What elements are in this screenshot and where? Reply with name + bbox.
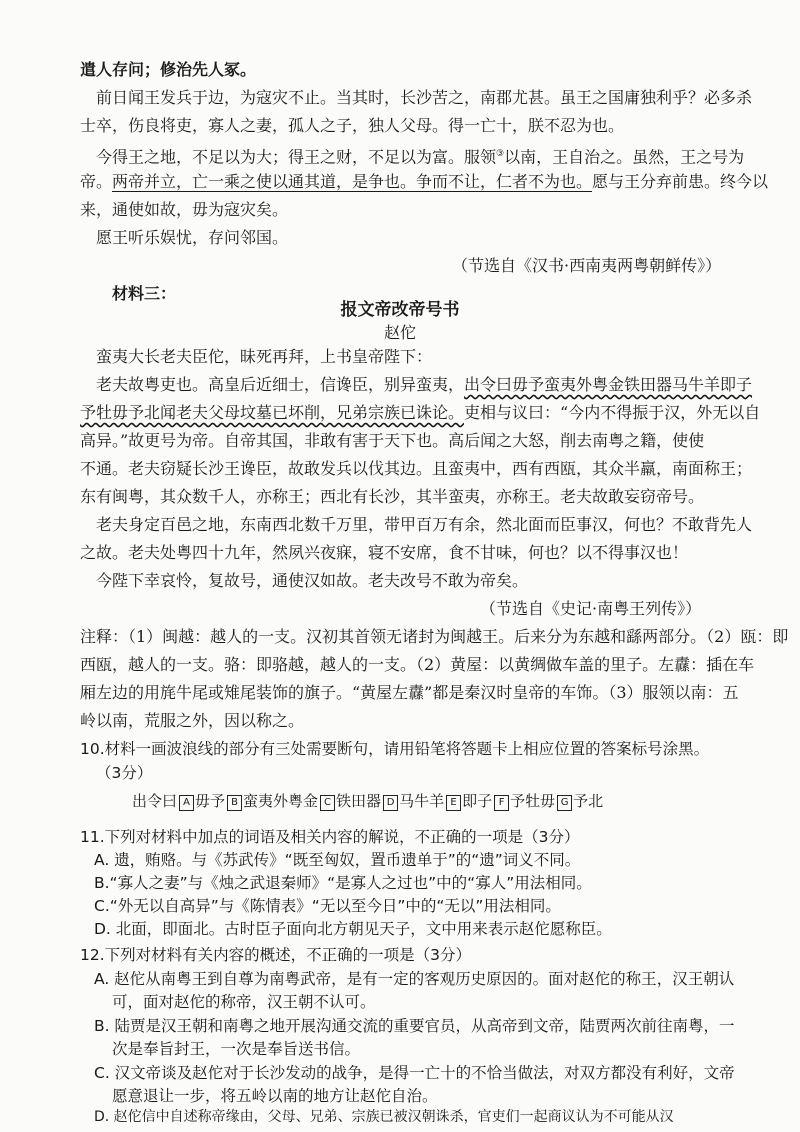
segment-text: 予北 — [573, 792, 604, 810]
text-segment: 愿与王分弃前患。终今以 — [592, 172, 769, 191]
question-12-option-cont: 可，面对赵佗的称帝，汉王朝不认可。 — [112, 993, 376, 1011]
article-title: 报文帝改帝号书 — [340, 300, 460, 320]
text-segment: 以南，王自治之。虽然，王之号为 — [504, 147, 745, 167]
wavy-underlined-text: 出令曰毋予蛮夷外粤金铁田器马牛羊即子 — [464, 375, 753, 394]
text-line: 今陛下幸哀怜，复故号，通使汉如故。老夫改号不敢为帝矣。 — [96, 571, 529, 590]
segment-text: 铁田器 — [336, 792, 382, 810]
question-12-option: C. 汉文帝谈及赵佗对于长沙发动的战争，是得一亡十的不恰当做法，对双方都没有利好，文帝 — [94, 1064, 735, 1082]
question-11-option: C.“外无以自高异”与《陈情表》“无以至今日”中的“无以”用法相同。 — [94, 897, 561, 915]
segment-text: 毋予 — [195, 792, 226, 810]
footnote-mark: ③ — [496, 149, 505, 159]
text-line: 老夫身定百邑之地，东南西北数千万里，带甲百万有余，然北面而臣事汉，何也？不敢背先人 — [96, 515, 753, 534]
text-line: 高异。”故更号为帝。自帝其国，非敢有害于天下也。高后闻之大怒，削去南粤之籍，使使 — [80, 431, 705, 450]
segment-text: 即子 — [462, 792, 493, 810]
question-12-option-cont: 次是奉旨封王，一次是奉旨送书信。 — [112, 1040, 361, 1058]
text-line: 前日闻王发兵于边，为寇灾不止。当其时，长沙苦之，南郡尤甚。虽王之国庸独利乎？必多杀 — [96, 88, 753, 107]
segment-text: 蛮夷外粤金 — [243, 792, 319, 810]
question-10-stem: 10.材料一画波浪线的部分有三处需要断句，请用铅笔将答题卡上相应位置的答案标号涂黑。 — [80, 740, 710, 758]
question-12-option-cont: 愿意退让一步，将五岭以南的地方让赵佗自治。 — [112, 1087, 438, 1105]
text-line: 遣人存问；修治先人冢。 — [80, 60, 257, 79]
wavy-underlined-text: 予牡毋予北闻老夫父母坟墓已坏削，兄弟宗族已诛论。 — [80, 403, 465, 422]
text-line: 来，通使如故，毋为寇灾矣。 — [80, 200, 289, 219]
article-author: 赵佗 — [383, 323, 416, 342]
note-line: 西瓯，越人的一支。骆：即骆越，越人的一支。（2）黄屋：以黄绸做车盖的里子。左纛：插在车 — [80, 655, 755, 674]
question-12-option: D. 赵佗信中自述称帝缘由，父母、兄弟、宗族已被汉朝诛杀，官吏们一起商议认为不可能从汉 — [94, 1109, 674, 1125]
question-11-option: D. 北面，即面北。古时臣子面向北方朝见天子，文中用来表示赵佗愿称臣。 — [94, 920, 612, 938]
source-citation: （节选自《史记·南粤王列传》） — [480, 599, 702, 618]
section-label: 材料三： — [112, 284, 177, 303]
question-11-option: B.“寡人之妻”与《烛之武退秦师》“是寡人之过也”中的“寡人”用法相同。 — [94, 874, 592, 892]
note-line: 岭以南，荒服之外，因以称之。 — [80, 711, 305, 730]
text-line: 蛮夷大长老夫臣佗，昧死再拜，上书皇帝陛下： — [96, 347, 433, 366]
text-line: 东有闽粤，其众数千人，亦称王；西北有长沙，其半蛮夷，亦称王。老夫故敢妄窃帝号。 — [80, 487, 705, 506]
question-11-stem: 11.下列对材料中加点的词语及相关内容的解说，不正确的一项是（3分） — [80, 828, 580, 846]
answer-box-a[interactable]: A — [179, 795, 194, 811]
answer-box-d[interactable]: D — [383, 795, 398, 811]
text-line — [96, 143, 744, 168]
answer-box-c[interactable]: C — [320, 795, 335, 811]
answer-box-f[interactable]: F — [494, 795, 509, 811]
underlined-sentence: 两帝并立，亡一乘之使以通其道，是争也。争而不让，仁者不为也。 — [112, 172, 593, 191]
text-line: 士卒，伤良将吏，寡人之妻，孤人之子，独人父母。得一亡十，朕不忍为也。 — [80, 116, 625, 135]
question-11-option: A. 遗，贿赂。与《苏武传》“既至匈奴，置币遗单于”的“遗”词义不同。 — [94, 851, 581, 869]
text-segment: 老夫故粤吏也。高皇后近细士，信谗臣，别异蛮夷， — [96, 375, 465, 394]
text-line — [80, 171, 768, 193]
answer-box-e[interactable]: E — [446, 795, 461, 811]
text-line: 愿王听乐娱忧，存问邻国。 — [96, 228, 289, 247]
note-line: 厢左边的用旄牛尾或雉尾装饰的旗子。“黄屋左纛”都是秦汉时皇帝的车饰。（3）服领以南：五 — [80, 683, 739, 702]
text-line: 不通。老夫窃疑长沙王谗臣，故敢发兵以伐其边。且蛮夷中，西有西瓯，其众半羸，南面称王； — [80, 459, 753, 478]
question-10-segments — [132, 790, 604, 812]
question-12-option: B. 陆贾是汉王朝和南粤之地开展沟通交流的重要官员，从高帝到文帝，陆贾两次前往南粤，一 — [94, 1017, 735, 1035]
answer-box-b[interactable]: B — [227, 795, 242, 811]
question-12-option: A. 赵佗从南粤王到自尊为南粤武帝，是有一定的客观历史原因的。面对赵佗的称王，汉王朝认 — [94, 970, 735, 988]
text-segment: 吏相与议曰：“今内不得振于汉，外无以自 — [464, 403, 761, 422]
source-citation: （节选自《汉书·西南夷两粤朝鲜传》） — [452, 256, 722, 275]
answer-box-g[interactable]: G — [557, 795, 572, 811]
note-line: 注释：（1）闽越：越人的一支。汉初其首领无诸封为闽越王。后来分为东越和繇两部分。（2）瓯：即 — [80, 627, 789, 646]
question-12-stem: 12.下列对材料有关内容的概述，不正确的一项是（3分） — [80, 946, 472, 964]
text-line — [96, 374, 752, 396]
segment-text: 出令曰 — [132, 792, 178, 810]
segment-text: 马牛羊 — [399, 792, 445, 810]
text-segment: 今得王之地，不足以为大；得王之财，不足以为富。服领 — [96, 147, 497, 167]
question-10-points: （3分） — [96, 764, 153, 782]
text-segment: 帝。 — [80, 172, 113, 191]
text-line: 之故。老夫处粤四十九年，然夙兴夜寐，寝不安席，食不甘味，何也？以不得事汉也！ — [80, 543, 689, 562]
text-line — [80, 402, 760, 424]
segment-text: 予牡毋 — [510, 792, 556, 810]
